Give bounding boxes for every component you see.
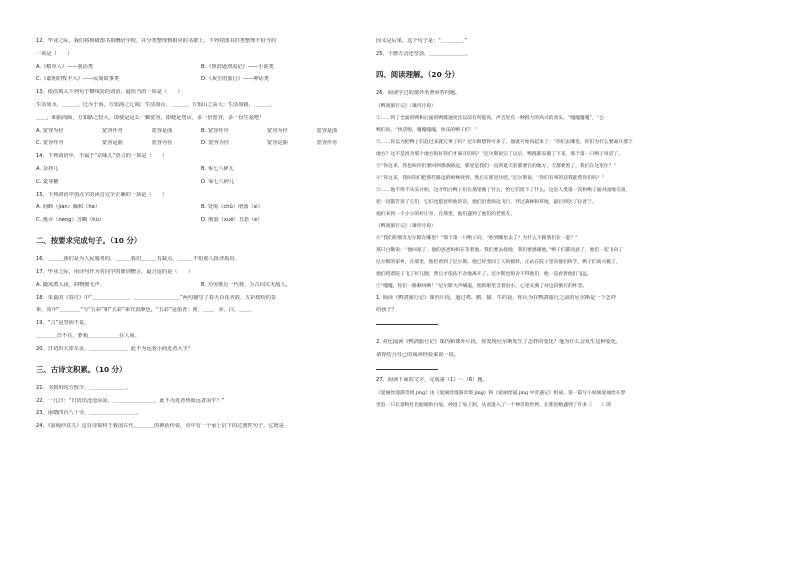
passage-line: 《鸭鸽旅行记》（课外片段） (376, 223, 436, 229)
question-line: 12、毕业之际，我们将班级图书捐赠给学校，并分类整理到相应的书架上，下列对图书归类整理不恰当的 (36, 38, 277, 44)
answer-option: D. 削弱（xuē）丑恶（è） (201, 217, 263, 224)
option-row (36, 128, 366, 135)
answer-option: C. 挑弄（nèng）含糊（hú） (36, 217, 105, 224)
option-row (36, 64, 366, 71)
option-row (36, 204, 366, 211)
option-row (36, 179, 366, 186)
question-line: 23、南朝四百八十寺，＿＿＿＿＿＿＿＿＿。 (36, 410, 142, 417)
right-column (376, 38, 710, 414)
answer-option: C. 宽容作舟 (36, 140, 64, 147)
passage-line: ⑥“我们的朋友尼尔斯在哪里？”那个第一只鸭子问，“他到哪里去了？为什么不跟我们在一起？” (376, 235, 578, 241)
question-line: 14、下列词语中，不属于“京味儿”语言的一项是（ ） (36, 153, 168, 160)
answer-option: D.《灰尘的旅行》——神话类 (201, 76, 269, 83)
passage-line: 他们绕着院子飞了好几圈，然后才依依不舍地离开了。尼尔斯也很舍不得他们，他一直看着他们飞远。 (376, 271, 592, 277)
answer-option: 宽容为径 (267, 127, 288, 134)
answer-option: 宽容作舟 (316, 140, 338, 147)
question-line: 24、《浪淘沙其九》这首诗取材于我国古代＿＿＿＿的神话传说，诗中有一个承上启下的过渡性句子，它既是 (36, 423, 284, 430)
answer-option: B. 处境（chǔ）滑落（sì） (201, 204, 263, 211)
answer-option: 宽容是曲 (316, 127, 338, 134)
question-line: 2. 对比阅读《鸭鸽旅行记》课内和课外片段，你发现尼尔斯发生了怎样的变化？他为什么会发生这种变化， (376, 338, 622, 345)
option-row (36, 140, 366, 147)
answer-option: D. 宽容为径 (201, 140, 230, 147)
section-heading: 二、按要求完成句子。（10 分） (36, 236, 142, 246)
passage-line: ⑦“嘎嘎，你们一路顺风啊！”尼尔斯大声喊道，他的眼里含着泪水，心里充满了对这段旅行的怀念。 (376, 283, 588, 289)
question-line: 17、毕业之际，用诗句作为对同学的离别赠言，最合适的是（ ） (36, 268, 194, 275)
answer-option: A. 间断（jiàn）躁和（hé） (36, 204, 101, 211)
section-heading: 四、阅读理解。（20 分） (376, 69, 460, 79)
passage-line: ①……到了全面的鸭和后面的鸭群速度比以前有所提高，声音里有一种很大的高兴的劲头，“嘎嘎嘎嘎”，“公 (376, 115, 605, 121)
question-line: 25、千磨万击还坚劲，＿＿＿＿＿＿＿。 (376, 50, 471, 57)
passage-line: 地方？这不是因为那个地方很好你们才离开的吗？”尼尔斯说完了以后，鸭群都安静了下来，那个第一只鸭子说话了。 (376, 151, 624, 157)
question-line: 20、日切出大如车盖，＿＿＿＿＿＿＿，此不为远者小而近者大乎？ (36, 345, 194, 352)
question-line: 象，其中“＿＿＿＿”与“五彩”和“五彩”来代表颜色，“五彩”是指青：黄、＿＿、赤、白、＿＿。 (36, 307, 255, 314)
answer-option: B. 零七八碎儿 (201, 165, 234, 172)
question-line: 请你结合自己的阅读经验来说一说。 (376, 351, 460, 358)
answer-blank-line (376, 320, 710, 327)
option-row (36, 217, 366, 224)
answer-option: C.《聪明的牧羊人》——民间故事类 (36, 76, 120, 83)
question-line: 22、一儿曰：“日切出沧沧凉凉，＿＿＿＿＿＿＿＿，此不为近者热而远者凉乎？” (36, 397, 225, 404)
answer-option: B.《鲁滨逊漂流记》——小说类 (201, 63, 274, 70)
answer-option: D. 零七八碎儿 (201, 178, 235, 185)
option-row (36, 76, 366, 83)
answer-option: C. 麦芽糖 (36, 178, 59, 185)
question-line: 13、依次填入下列句子横线处的词语，最恰当的一项是（ ） (36, 89, 183, 96)
answer-option: B. 功劳胜厉一代将，万古同关无敌人。 (201, 281, 291, 288)
question-line: ＿＿＿＿洋不住，萝箱＿＿＿＿＿＿在人间。 (36, 332, 140, 339)
passage-line: 他们来到一个小小的村庄旁，在那里，他们遇到了他们的老朋友。 (376, 211, 516, 217)
answer-option: 宽容是曲 (102, 140, 123, 147)
question-line: 生活如水，＿＿＿，迂为于海，方知海之辽阔；生活如山，＿＿＿，方知山之高大；生活如路，＿＿＿， (36, 101, 275, 108)
passage-line: 《鸭鸽旅行记》（课内片段） (376, 103, 436, 109)
passage-line: ②……你以为把鸭子们赶过来就完事了吗？尼尔斯想得可多了。他就开始问起来了：“你们去哪里，你们为什么要离开那个 (376, 139, 633, 145)
answer-blank-line (376, 365, 710, 372)
passage-line: 里追一只长着粉红色眼睛的白兔，掉进了兔子洞，从而进入了一个神奇的世界，在那里她遇到了许多（ ）的 (376, 403, 612, 409)
question-line: 的孩子？ (376, 307, 397, 314)
answer-option: 宽容为径 (151, 140, 173, 147)
passage-line: 鸭们说，“快活啦，嘎嘎嘎嘎，快乐的鸭子们！” (376, 127, 477, 133)
passage-line: 那只白鹅说：“他回家了，他的爸爸妈妈在等着他。我们要去找他，我们要感谢他。”鸭子们都同意了，他们一起飞向了 (376, 247, 624, 253)
answer-option: A.《稻草人》——童话类 (36, 63, 93, 70)
passage-line: 尼尔斯的家乡，在那里，他们看到了尼尔斯，他已经变回了人的模样，正站在院子里向他们挥手。鸭子们高兴极了， (376, 259, 621, 265)
answer-option: 宽容是曲 (267, 140, 288, 147)
question-line: 一项是（ ） (36, 50, 73, 57)
passage-line: ⑤……他不得不从头开始，这才明白鸭子们在那里做了什么，给它们留下了什么。这是人类第一次和鸭子面对面地交谈， (376, 187, 631, 193)
question-line: 16、＿＿＿我们是为人民服务的，＿＿＿我们＿＿＿有缺点，＿＿＿不怕别人批评指出。 (36, 256, 240, 263)
passage-line: 把一切都告诉了它们，它们也愿意听他的话。他们沿着海边飞行，穿过森林和草地，最后到达了拉普兰。 (376, 199, 597, 205)
question-line: ＿＿，和曲而障，方知路之较大。即使是这么一颗宽容，即便是登山，多一份宽容，多一份生爱吧！ (36, 114, 265, 121)
answer-option: B. 宽容作舟 (201, 127, 229, 134)
answer-option: A. 随风潜入夜，润物细无声。 (36, 281, 106, 288)
answer-option: A. 宽容为径 (36, 127, 64, 134)
answer-option: A. 杂拌儿 (36, 165, 59, 172)
passage-line: ③“你这来，我也叫你们要回到那条路边，那里是我们一直到夏天前都要在的地方，天都要黑了，我们在这里住？” (376, 163, 616, 169)
option-row (36, 282, 366, 289)
question-line: 21、书到用时方恨少，＿＿＿＿＿＿＿。 (36, 384, 131, 391)
question-line: 27、阅读下面的文字，完成第（1）～（6）题。 (376, 377, 488, 384)
question-line: 15、下列词语中加点字的读音完全正确的一项是（ ） (36, 191, 168, 198)
answer-option: 宽容是曲 (151, 127, 173, 134)
question-line: 26、阅读学过的课外名著回答问题。 (376, 89, 461, 96)
question-line: 因又是后果，这个句子是：“＿＿＿＿。” (376, 38, 467, 44)
left-column (36, 38, 366, 436)
question-line: 19、“言”是坚而不复。 (36, 320, 90, 327)
question-line: 1. 阅读《鸭鸽旅行记》课内片段，通过鸡、鹅、猫、牛的话，你认为在鸭鸽旅行之前的尼尔斯是一个怎样 (376, 294, 617, 301)
question-line: 18、朱嘉的《春日》中“＿＿＿＿＿＿＿，＿＿＿＿＿＿＿＿＿”两句描写了春天百花齐放、五彩缤纷的景 (36, 294, 277, 301)
option-row (36, 166, 366, 173)
passage-line: 《爱丽丝漫游奇境 jìng》由《爱丽丝漫游奇境 jìng》和《爱丽丝镜 jìng 中奇遇记》组成。第一篇写小姑娘爱丽丝在梦 (376, 391, 626, 397)
section-heading: 三、古诗文积累。（10 分） (36, 364, 127, 374)
passage-line: ④“你这来，我叫你们把那些路边的树林找到，然后在那里住吧。”尼尔斯说，“你们有事的话我能帮你们吗？” (376, 175, 605, 181)
answer-option: 宽容作舟 (102, 127, 123, 134)
